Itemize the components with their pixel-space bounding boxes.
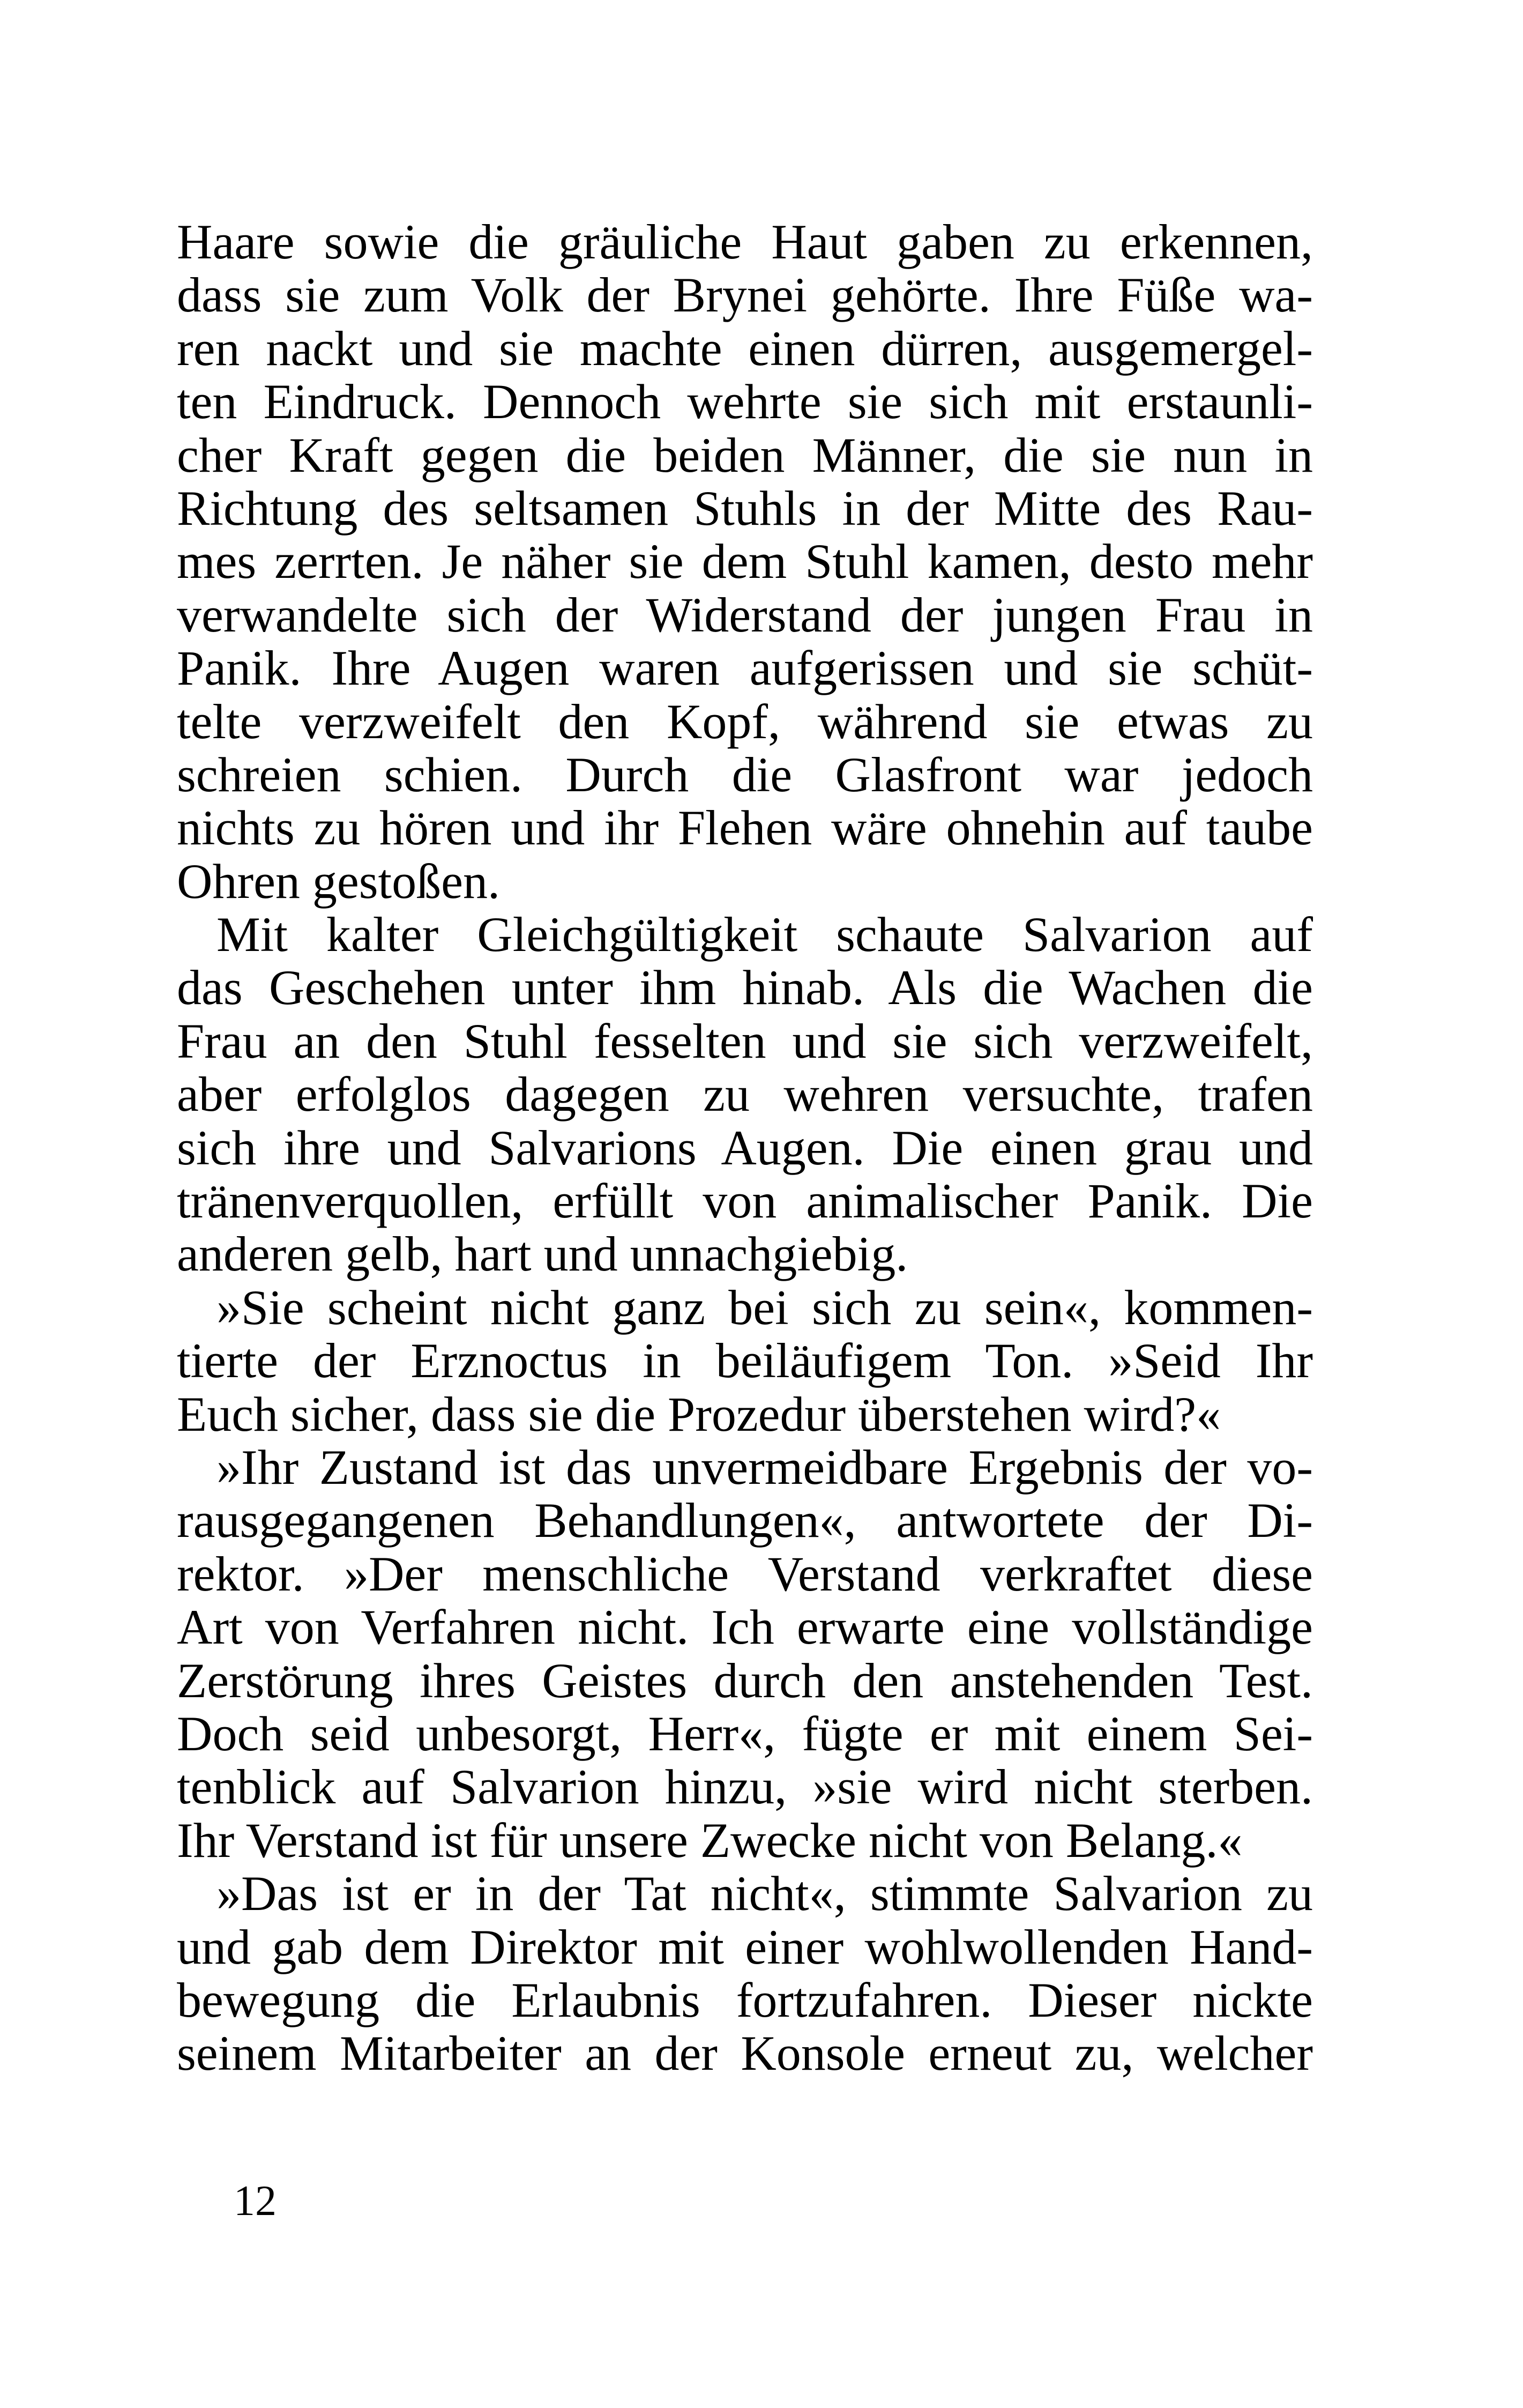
text-line: Ohren gestoßen. (177, 853, 500, 909)
text-line: tenblick auf Salvarion hinzu, »sie wird nicht sterben. (177, 1759, 1313, 1815)
text-line: sich ihre und Salvarions Augen. Die einen grau und (177, 1120, 1313, 1175)
text-line: Mit kalter Gleichgültigkeit schaute Salvarion auf (216, 907, 1313, 962)
text-line: Richtung des seltsamen Stuhls in der Mitte des Rau- (177, 480, 1313, 536)
text-line: rausgegangenen Behandlungen«, antwortete der Di- (177, 1493, 1313, 1548)
text-line: Ihr Verstand ist für unsere Zwecke nicht von Belang.« (177, 1812, 1243, 1868)
text-line: Doch seid unbesorgt, Herr«, fügte er mit einem Sei- (177, 1706, 1313, 1761)
text-line: mes zerrten. Je näher sie dem Stuhl kamen, desto mehr (177, 534, 1313, 589)
text-line: verwandelte sich der Widerstand der jungen Frau in (177, 587, 1313, 642)
text-line: das Geschehen unter ihm hinab. Als die Wachen die (177, 960, 1313, 1015)
text-line: ren nackt und sie machte einen dürren, ausgemergel- (177, 321, 1313, 376)
text-line: rektor. »Der menschliche Verstand verkraftet diese (177, 1546, 1313, 1601)
text-line: Haare sowie die gräuliche Haut gaben zu erkennen, (177, 214, 1313, 269)
text-line: »Ihr Zustand ist das unvermeidbare Ergebnis der vo- (216, 1439, 1313, 1495)
text-line: telte verzweifelt den Kopf, während sie etwas zu (177, 694, 1313, 749)
text-line: Art von Verfahren nicht. Ich erwarte eine vollständige (177, 1600, 1313, 1655)
text-line: Zerstörung ihres Geistes durch den anstehenden Test. (177, 1653, 1313, 1708)
text-line: tränenverquollen, erfüllt von animalischer Panik. Die (177, 1173, 1313, 1229)
text-line: aber erfolglos dagegen zu wehren versuchte, trafen (177, 1067, 1313, 1122)
text-line: ten Eindruck. Dennoch wehrte sie sich mit erstaunli- (177, 374, 1313, 429)
text-line: cher Kraft gegen die beiden Männer, die sie nun in (177, 427, 1313, 482)
text-line: seinem Mitarbeiter an der Konsole erneut zu, welcher (177, 2026, 1313, 2081)
text-line: bewegung die Erlaubnis fortzufahren. Dieser nickte (177, 1972, 1313, 2027)
text-line: schreien schien. Durch die Glasfront war jedoch (177, 747, 1313, 802)
page-number: 12 (234, 2177, 277, 2225)
text-line: tierte der Erznoctus in beiläufigem Ton. »Seid Ihr (177, 1333, 1313, 1388)
text-line: »Sie scheint nicht ganz bei sich zu sein«, kommen- (216, 1280, 1313, 1335)
text-line: Frau an den Stuhl fesselten und sie sich verzweifelt, (177, 1013, 1313, 1068)
text-line: anderen gelb, hart und unnachgiebig. (177, 1227, 908, 1282)
text-line: nichts zu hören und ihr Flehen wäre ohnehin auf taube (177, 800, 1313, 856)
body-text (177, 215, 1313, 2080)
text-line: und gab dem Direktor mit einer wohlwollenden Hand- (177, 1919, 1313, 1974)
text-line: Panik. Ihre Augen waren aufgerissen und sie schüt- (177, 641, 1313, 696)
text-line: »Das ist er in der Tat nicht«, stimmte Salvarion zu (216, 1866, 1313, 1921)
text-line: dass sie zum Volk der Brynei gehörte. Ihre Füße wa- (177, 267, 1313, 323)
text-line: Euch sicher, dass sie die Prozedur überstehen wird?« (177, 1386, 1221, 1441)
